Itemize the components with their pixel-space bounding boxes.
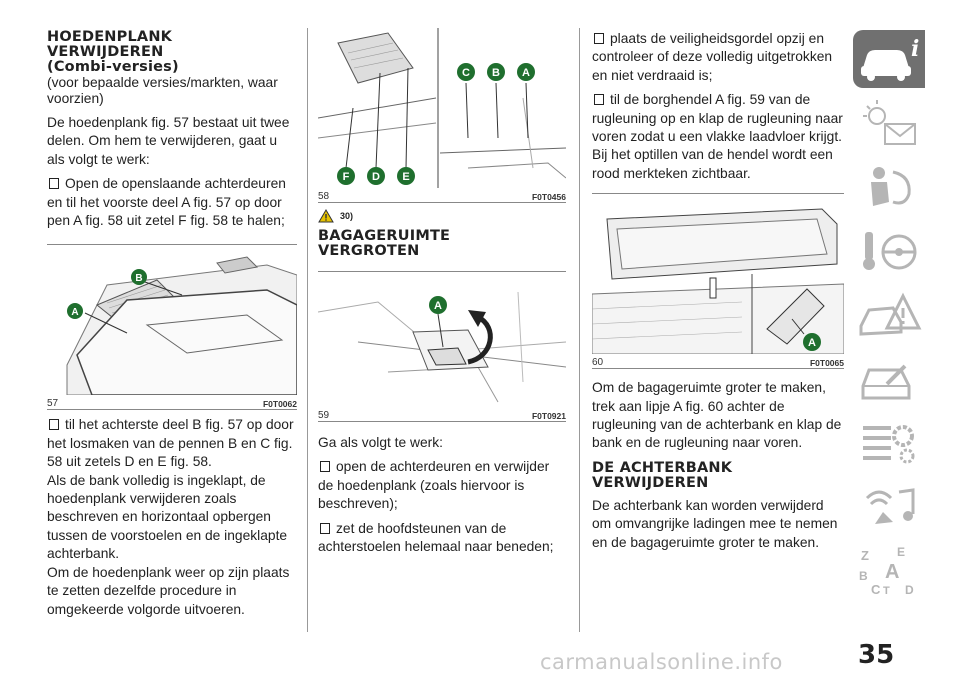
warning-icon <box>318 209 334 223</box>
figure-label: F <box>342 171 350 183</box>
figure-label: C <box>462 67 470 79</box>
technical-data-icon <box>853 414 925 472</box>
figure-code: F0T0456 <box>531 192 566 202</box>
hatshelf-pins-illustration <box>318 28 566 188</box>
column-3 <box>592 30 844 552</box>
figure-57 <box>47 244 297 410</box>
tab-multimedia[interactable] <box>853 478 925 536</box>
tab-starting-driving[interactable] <box>853 222 925 280</box>
section-heading: BAGAGERUIMTE VERGROTEN <box>318 228 451 259</box>
figure-code: F0T0062 <box>262 399 297 410</box>
list-item: Open de openslaande achterdeuren en til het voorste deel A fig. 57 op door pen A fig. 58 uit zetel F fig. 58 te halen; <box>47 176 286 229</box>
figure-label: A <box>522 67 530 79</box>
list-item: plaats de veiligheidsgordel opzij en controleer of deze volledig uitgetrokken en niet verdraaid is; <box>592 31 833 83</box>
index-icon <box>853 542 925 600</box>
paragraph: De achterbank kan worden verwijderd om omvangrijke ladingen mee te nemen en de bagageruimte groter te maken. <box>592 497 838 550</box>
page-number: 35 <box>858 640 895 670</box>
figure-label: A <box>808 337 816 350</box>
section-heading: DE ACHTERBANK VERWIJDEREN <box>592 459 733 491</box>
svg-text:B: B <box>859 569 868 583</box>
tab-maintenance[interactable] <box>853 350 925 408</box>
checkbox-bullet-icon <box>49 178 59 189</box>
paragraph: Als de bank volledig is ingeklapt, de hoedenplank verwijderen zoals beschreven en horizontaal opbergen tussen de voorstoelen en de ingeklapte achterbank. <box>47 472 288 562</box>
column-divider <box>307 28 308 632</box>
emergency-icon <box>853 286 925 344</box>
tab-safety[interactable] <box>853 158 925 216</box>
svg-text:T: T <box>883 585 890 597</box>
svg-text:E: E <box>897 545 906 559</box>
tab-dashboard-lights[interactable] <box>853 94 925 152</box>
figure-label: E <box>402 171 410 183</box>
tab-emergency[interactable] <box>853 286 925 344</box>
list-item: til het achterste deel B fig. 57 op door het losmaken van de pennen B en C fig. 58 uit zetels D en E fig. 58. <box>47 417 294 470</box>
section-subtitle: (voor bepaalde versies/markten, waar voorzien) <box>47 75 278 106</box>
warning-reference: 30) <box>318 209 566 223</box>
intro-paragraph: Ga als volgt te werk: <box>318 435 443 450</box>
list-item: open de achterdeuren en verwijder de hoedenplank (zoals hiervoor is beschreven); <box>318 459 550 512</box>
svg-text:i: i <box>911 36 920 62</box>
figure-label: B <box>492 67 500 79</box>
column-divider <box>579 28 580 632</box>
figure-58 <box>318 28 566 203</box>
figure-number: 57 <box>47 398 59 410</box>
dashboard-lights-icon <box>853 94 925 152</box>
paragraph: Om de hoedenplank weer op zijn plaats te zetten dezelfde procedure in omgekeerde volgorde uitvoeren. <box>47 564 290 617</box>
section-heading: HOEDENPLANK VERWIJDEREN (Combi-versies) <box>47 29 179 75</box>
list-item: til de borghendel A fig. 59 van de rugleuning op en klap de rugleuning naar voren zodat u een vlakke laadvloer krijgt. Bij het optillen van de hendel wordt een rood merkteken zichtbaar. <box>592 92 843 181</box>
tab-technical-data[interactable] <box>853 414 925 472</box>
checkbox-bullet-icon <box>594 33 604 44</box>
figure-label: D <box>372 171 380 183</box>
figure-60 <box>592 193 844 369</box>
maintenance-icon <box>853 350 925 408</box>
figure-number: 58 <box>318 191 330 202</box>
car-info-icon <box>853 30 925 88</box>
figure-59 <box>318 271 566 422</box>
checkbox-bullet-icon <box>320 461 330 472</box>
svg-text:A: A <box>885 561 900 583</box>
figure-number: 60 <box>592 357 604 369</box>
multimedia-icon <box>853 478 925 536</box>
hatshelf-illustration <box>47 245 297 395</box>
figure-code: F0T0065 <box>809 358 844 369</box>
figure-number: 59 <box>318 410 330 421</box>
figure-label: A <box>71 307 79 319</box>
list-item: zet de hoofdsteunen van de achterstoelen helemaal naar beneden; <box>318 520 554 555</box>
figure-label: B <box>135 273 143 285</box>
watermark: carmanualsonline.info <box>540 650 783 674</box>
svg-text:Z: Z <box>861 548 869 563</box>
svg-text:D: D <box>905 583 914 597</box>
paragraph: Om de bagageruimte groter te maken, trek aan lipje A fig. 60 achter de rugleuning van de achterbank en klap de bank en de rugleuning naar voren. <box>592 380 842 451</box>
tab-car-info[interactable] <box>853 30 925 88</box>
column-2 <box>318 28 566 556</box>
starting-driving-icon <box>853 222 925 280</box>
seat-lever-illustration <box>318 272 566 407</box>
column-1 <box>47 30 297 619</box>
figure-code: F0T0921 <box>531 411 566 421</box>
rear-bench-illustration <box>592 194 844 354</box>
tab-index[interactable] <box>853 542 925 600</box>
safety-airbag-icon <box>853 158 925 216</box>
chapter-sidebar <box>853 30 925 606</box>
intro-paragraph: De hoedenplank fig. 57 bestaat uit twee delen. Om hem te verwijderen, gaat u als volgt te werk: <box>47 115 290 167</box>
checkbox-bullet-icon <box>594 94 604 105</box>
svg-text:C: C <box>871 582 881 597</box>
figure-label: A <box>434 300 442 312</box>
checkbox-bullet-icon <box>320 523 330 534</box>
checkbox-bullet-icon <box>49 419 59 430</box>
